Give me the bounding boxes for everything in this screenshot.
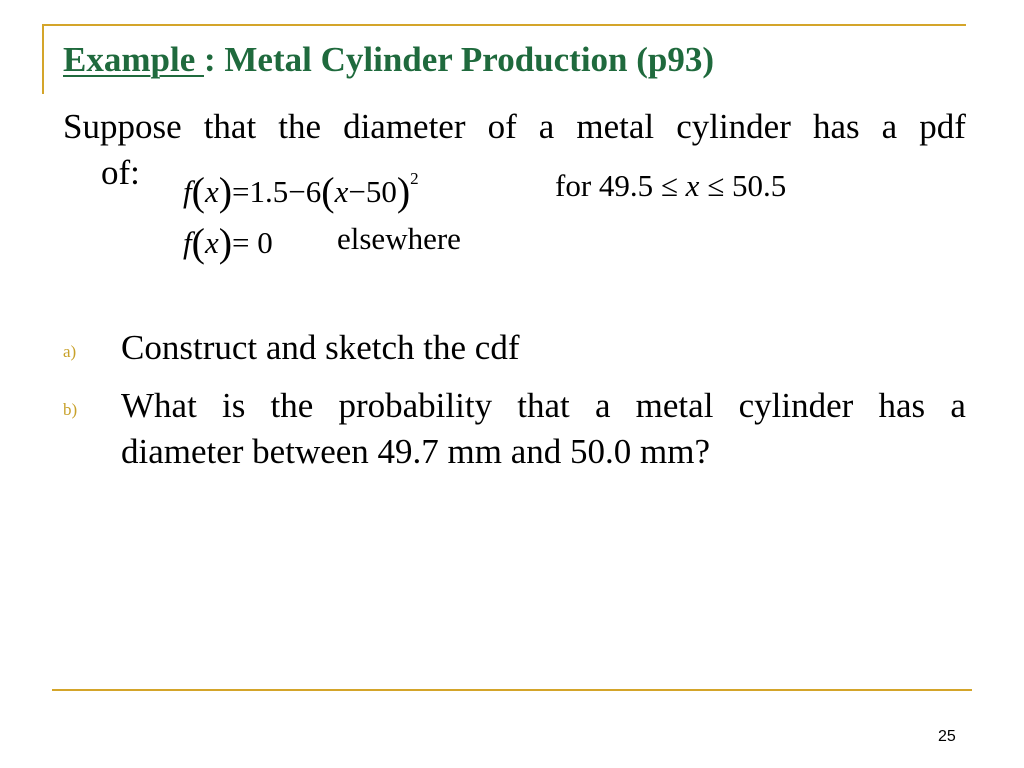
intro-word: the bbox=[278, 107, 321, 146]
left-rule bbox=[42, 24, 44, 94]
item-b-word: metal bbox=[635, 386, 714, 425]
eq1-power: 2 bbox=[410, 169, 419, 188]
eq1-rhs-b: −50 bbox=[348, 174, 397, 209]
item-b-word: a bbox=[950, 386, 966, 425]
intro-word: of bbox=[487, 107, 517, 146]
bottom-rule bbox=[52, 689, 972, 691]
eq2-x: x bbox=[204, 225, 219, 260]
eq1-cond-for: for 49.5 ≤ bbox=[555, 168, 686, 203]
intro-word: cylinder bbox=[676, 107, 791, 146]
list-item-a-text: Construct and sketch the cdf bbox=[121, 328, 520, 367]
eq1-rhs-a: =1.5−6 bbox=[232, 174, 322, 209]
list-marker-b: b) bbox=[63, 400, 78, 419]
eq2-f: f bbox=[183, 225, 192, 260]
list-marker-a: a) bbox=[63, 342, 77, 361]
intro-word: Suppose bbox=[63, 107, 182, 146]
item-b-word: is bbox=[221, 386, 246, 425]
item-b-word: the bbox=[270, 386, 314, 425]
item-b-word: cylinder bbox=[738, 386, 854, 425]
slide-title bbox=[63, 42, 714, 77]
item-b-word: What bbox=[121, 386, 197, 425]
intro-line-2: of: bbox=[101, 153, 140, 192]
eq2-rhs: = 0 bbox=[232, 225, 273, 260]
intro-word: metal bbox=[576, 107, 655, 146]
intro-word: that bbox=[203, 107, 257, 146]
list-item-b-line-1 bbox=[121, 383, 966, 429]
eq1-x: x bbox=[204, 174, 219, 209]
top-rule bbox=[42, 24, 966, 26]
title-example-label: Example bbox=[63, 40, 204, 79]
pdf-equation-2: f(x)= 0 bbox=[183, 220, 273, 265]
eq1-cond-end: ≤ 50.5 bbox=[699, 168, 787, 203]
eq1-f: f bbox=[183, 174, 192, 209]
item-b-word: a bbox=[594, 386, 611, 425]
item-b-word: probability bbox=[338, 386, 493, 425]
title-text: : Metal Cylinder Production (p93) bbox=[203, 40, 715, 79]
pdf-equation-2-condition: elsewhere bbox=[337, 221, 461, 256]
intro-line-1 bbox=[63, 104, 966, 150]
intro-word: a bbox=[538, 107, 555, 146]
eq1-cond-x: x bbox=[685, 168, 700, 203]
pdf-equation-1: $f(x)=1.5-6(x-50)^2$ bbox=[183, 169, 419, 214]
intro-word: a bbox=[881, 107, 898, 146]
intro-word: pdf bbox=[919, 107, 966, 146]
list-item-b-text bbox=[121, 383, 966, 475]
eq1-x2: x bbox=[334, 174, 349, 209]
intro-word: has bbox=[812, 107, 860, 146]
intro-word: diameter bbox=[343, 107, 466, 146]
list-item-b-line-2: diameter between 49.7 mm and 50.0 mm? bbox=[121, 432, 711, 471]
item-b-word: has bbox=[878, 386, 926, 425]
page-number: 25 bbox=[938, 728, 956, 745]
pdf-equation-1-condition bbox=[555, 170, 786, 201]
item-b-word: that bbox=[517, 386, 570, 425]
